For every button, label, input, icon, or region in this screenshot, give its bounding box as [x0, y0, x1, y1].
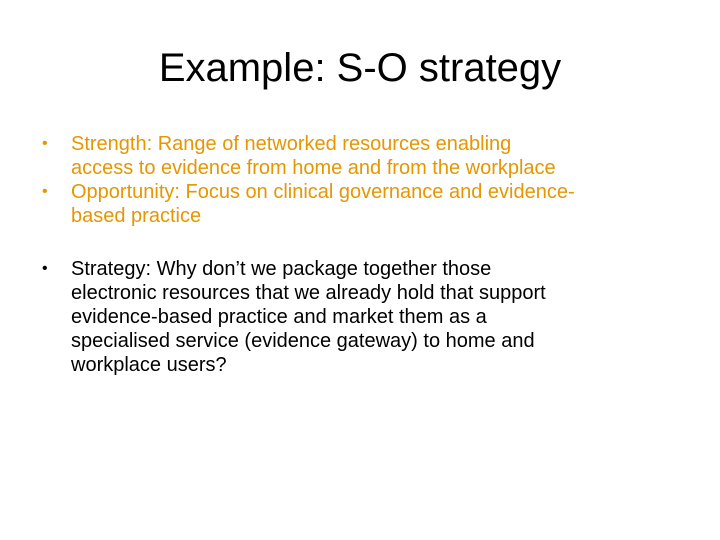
- bullet-line: Strategy: Why don’t we package together those: [71, 258, 492, 280]
- bullet-line: workplace users?: [71, 354, 227, 376]
- spacer: [42, 228, 682, 257]
- slide-title: Example: S-O strategy: [158, 46, 562, 90]
- bullet-line: Strength: Range of networked resources enabling: [71, 133, 512, 155]
- bullet-opportunity: [42, 180, 682, 228]
- bullet-strength: [42, 132, 682, 180]
- bullet-line: Opportunity: Focus on clinical governance and evidence-: [71, 181, 575, 203]
- bullet-line: based practice: [71, 205, 202, 227]
- bullet-line: specialised service (evidence gateway) to home and: [71, 330, 535, 352]
- bullet-strategy: [42, 257, 682, 377]
- bullet-line: access to evidence from home and from the workplace: [71, 157, 556, 179]
- bullet-line: electronic resources that we already hold that support: [71, 282, 546, 304]
- bullet-marker: •: [42, 183, 48, 200]
- bullet-marker: •: [42, 135, 48, 152]
- bullet-marker: •: [42, 260, 48, 277]
- bullet-line: evidence-based practice and market them as a: [71, 306, 487, 328]
- bullet-list: [42, 132, 682, 377]
